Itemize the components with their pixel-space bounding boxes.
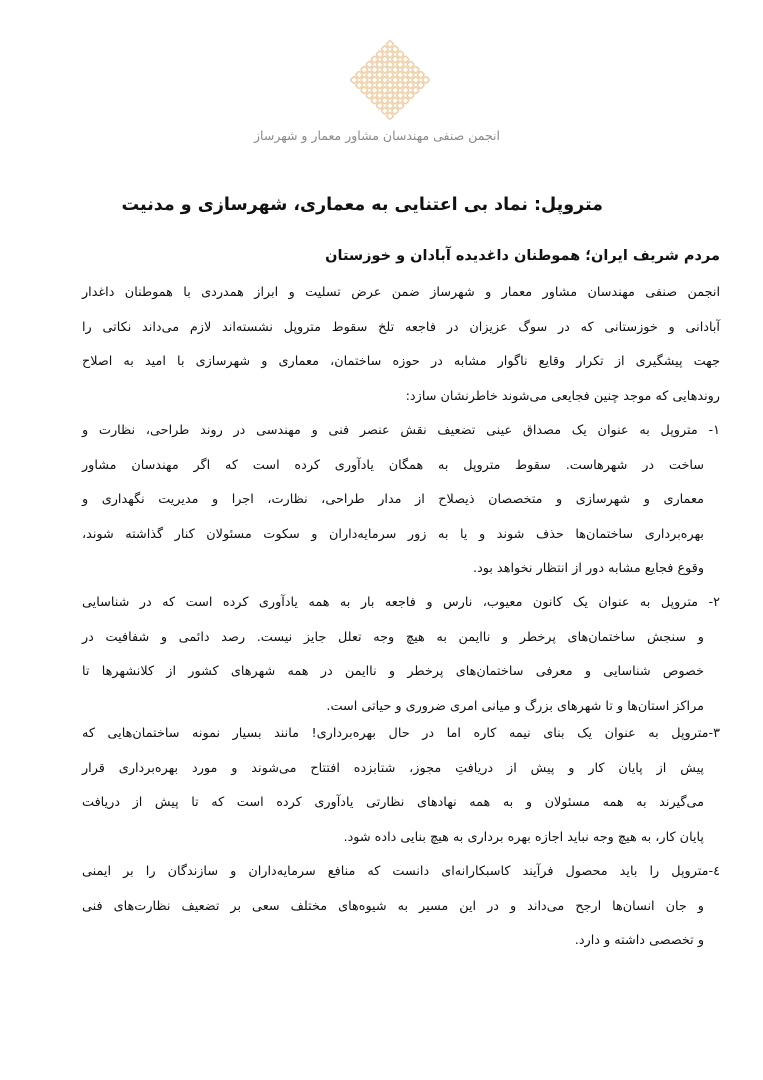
list-item-3 [82,717,720,855]
organization-name: انجمن صنفی مهندسان مشاور معمار و شهرساز [254,128,500,143]
intro-line: انجمن صنفی مهندسان مشاور معمار و شهرساز ضمن عرض تسلیت و ابراز همدردی با هموطنان داغدار [82,285,720,300]
list-item-line: بهره‌برداری ساختمان‌ها حذف شوند و یا به زور سرمایه‌داران و سکوت مسئولان کنار گذاشته شوند، [82,526,704,542]
diamond-grid-logo-icon [348,38,432,122]
list-item-line: ۱- متروپل به عنوان یک مصداق عینی تضعیف نقش عنصر فنی و مهندسی در روند طراحی، نظارت و [82,423,720,438]
list-item-2 [82,586,720,724]
list-item-line: و تخصصی داشته و دارد. [574,933,704,948]
document-title: متروپل: نماد بی اعتنایی به معماری، شهرسازی و مدنیت [121,195,603,215]
list-item-1 [82,414,720,587]
intro-paragraph [82,276,720,414]
list-item-line: می‌گیرند به همه مسئولان و به همه نهادهای نظارتی یادآوری کرده است که تا پیش از دریافت [82,795,704,810]
list-item-line: پیش از پایان کار و پیش از دریافتِ مجوز، شتابزده افتتاح می‌شوند و مورد بهره‌برداری قرار [82,760,704,776]
list-item-line: ۳-متروپل به عنوان یک بنای نیمه کاره اما در حال بهره‌برداری! مانند بسیار نمونه ساختمان‌هایی که [82,726,720,741]
list-item-line: و سنجش ساختمان‌های پرخطر و ناایمن به هیچ وجه تعلل جایز نیست. رصد دائمی و شفافیت در [82,629,704,645]
intro-line: روندهایی که موجد چنین فجایعی می‌شوند خاطرنشان سازد: [405,388,720,404]
list-item-line: خصوص شناسایی و معرفی ساختمان‌های پرخطر و ناایمن در همه شهرهای کشور از کلانشهرها تا [82,664,704,679]
salutation-heading: مردم شریف ایران؛ هموطنان داغدیده آبادان و خوزستان [325,248,720,264]
list-item-4 [82,855,720,959]
list-item-line: مراکز استان‌ها و تا شهرهای بزرگ و میانی امری ضروری و حیاتی است. [326,698,704,714]
intro-line: جهت پیشگیری از تکرار وقایع ناگوار مشابه در حوزه ساختمان، معماری و شهرسازی با امید به اصلاح [82,354,720,369]
list-item-line: ۲- متروپل به عنوان یک کانون معیوب، نارس و فاجعه بار به همه یادآوری کرده است که در شناسایی [82,595,720,610]
list-item-line: پایان کار، به هیچ وجه نباید اجازه بهره برداری به هیچ بنایی داده شود. [343,829,704,845]
list-item-line: ٤-متروپل را باید محصول فرآیند کاسبکارانه‌ای دانست که منافع سرمایه‌داران و سازندگان را بر ایمنی [82,864,720,879]
list-item-line: وقوع فجایع مشابه دور از انتظار نخواهد بود. [473,561,704,576]
list-item-line: و جان انسان‌ها ارجح می‌داند و در این مسیر به شیوه‌های مختلف سعی بر تضعیف نظارت‌های فنی [82,898,704,914]
list-item-line: ساخت در شهرهاست. سقوط متروپل به همگان یادآوری کرده است که اگر مهندسان مشاور [82,457,704,473]
intro-line: آبادانی و خوزستانی که در سوگ عزیزان در فاجعه تلخ سقوط متروپل نشسته‌اند لازم می‌داند نکاتی را [82,319,720,335]
list-item-line: معماری و شهرسازی و متخصصان ذیصلاح از مدار طراحی، نظارت، اجرا و مدیریت نگهداری و [82,492,704,507]
